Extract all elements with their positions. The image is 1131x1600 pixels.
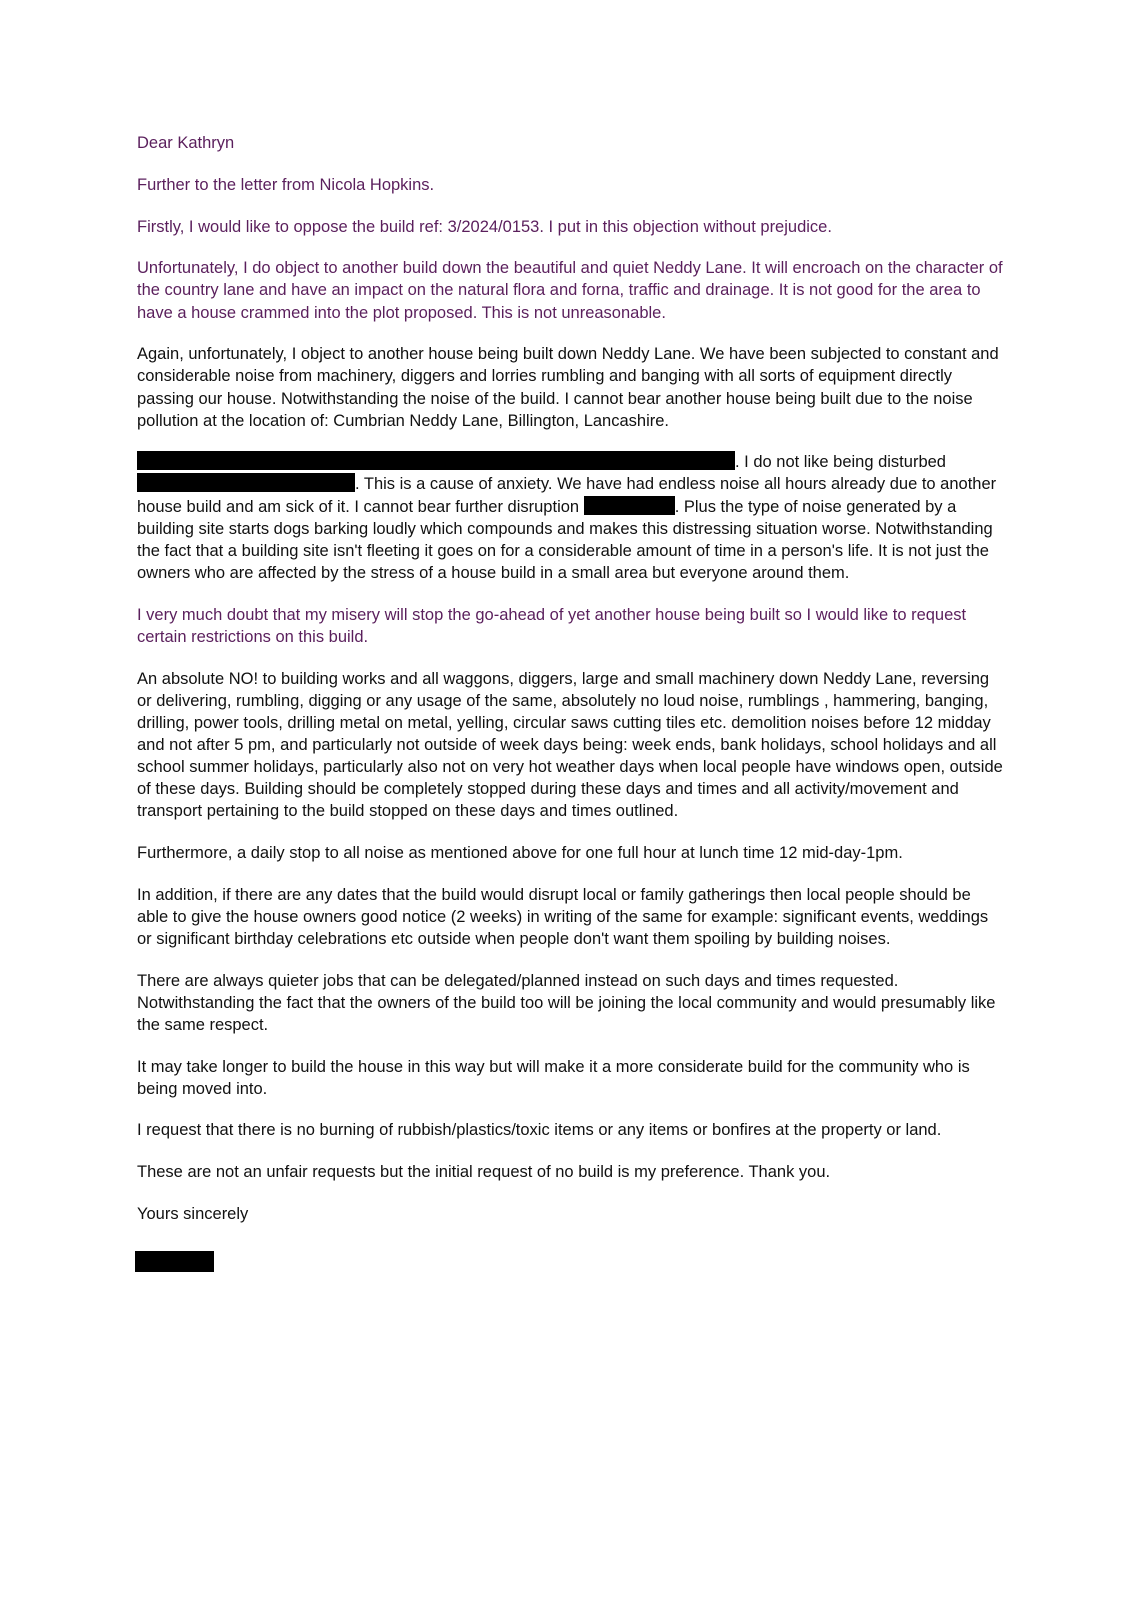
paragraph-again: Again, unfortunately, I object to another house being built down Neddy Lane. We have been subjected to constant and considerable noise from machinery, diggers and lorries rumbling and banging with all sorts of equipment directly passing our house. Notwithstanding the noise of the build. I cannot bear another house being built due to the noise pollution at the location of: Cumbrian Neddy Lane, Billington, Lancashire. [137, 345, 999, 430]
paragraph-furthermore: Furthermore, a daily stop to all noise as mentioned above for one full hour at lunch time 12 mid-day-1pm. [137, 843, 903, 862]
redaction-block [137, 451, 735, 470]
redaction-block [584, 496, 675, 515]
letter-body [137, 132, 1005, 1272]
paragraph-doubt: I very much doubt that my misery will stop the go-ahead of yet another house being built so I would like to request certain restrictions on this build. [137, 605, 967, 646]
salutation: Dear Kathryn [137, 134, 235, 152]
paragraph-redacted [137, 451, 1005, 584]
paragraph-redacted-part-a: . I do not like being disturbed [735, 453, 946, 472]
redaction-block [137, 473, 355, 492]
paragraph-quieter-jobs: There are always quieter jobs that can be delegated/planned instead on such days and times requested. Notwithstanding the fact that the owners of the build too will be joining the local community and would presumably like the same respect. [137, 971, 996, 1034]
signature-redaction [135, 1251, 214, 1272]
paragraph-further: Further to the letter from Nicola Hopkins. [137, 175, 435, 194]
paragraph-in-addition: In addition, if there are any dates that the build would disrupt local or family gatherings then local people should be able to give the house owners good notice (2 weeks) in writing of the same for example: significant events, weddings or significant birthday celebrations etc outside when people don't want them spoiling by building noises. [137, 885, 989, 948]
paragraph-unfair-requests: These are not an unfair requests but the initial request of no build is my preference. Thank you. [137, 1163, 831, 1182]
paragraph-absolute-no: An absolute NO! to building works and all waggons, diggers, large and small machinery down Neddy Lane, reversing or delivering, rumbling, digging or any usage of the same, absolutely no loud noise, rumblings , hammering, banging, drilling, power tools, drilling metal on metal, yelling, circular saws cutting tiles etc. demolition noises before 12 midday and not after 5 pm, and particularly not outside of week days being: week ends, bank holidays, school holidays and all school summer holidays, particularly also not on very hot weather days when local people have windows open, outside of these days. Building should be completely stopped during these days and times and all activity/movement and transport pertaining to the build stopped on these days and times outlined. [137, 669, 1003, 821]
paragraph-take-longer: It may take longer to build the house in this way but will make it a more considerate build for the community who is being moved into. [137, 1057, 970, 1098]
paragraph-redacted-part-c: . Plus the type of noise generated by a building site starts dogs barking loudly which compounds and makes this distressing situation worse. Notwithstanding the fact that a building site isn't fleeting it goes on for a considerable amount of time in a person's life. It is not just the owners who are affected by the stress of a house build in a small area but everyone around them. [137, 497, 993, 582]
closing: Yours sincerely [137, 1205, 249, 1223]
paragraph-oppose: Firstly, I would like to oppose the build ref: 3/2024/0153. I put in this objection without prejudice. [137, 217, 832, 236]
paragraph-redacted-part-b: . This is a cause of anxiety. We have had endless noise all hours already due to another house build and am sick of it. I cannot bear further disruption [137, 475, 997, 516]
paragraph-no-burning: I request that there is no burning of rubbish/plastics/toxic items or any items or bonfires at the property or land. [137, 1121, 942, 1140]
paragraph-object: Unfortunately, I do object to another build down the beautiful and quiet Neddy Lane. It will encroach on the character of the country lane and have an impact on the natural flora and forna, traffic and drainage. It is not good for the area to have a house crammed into the plot proposed. This is not unreasonable. [137, 259, 1003, 322]
